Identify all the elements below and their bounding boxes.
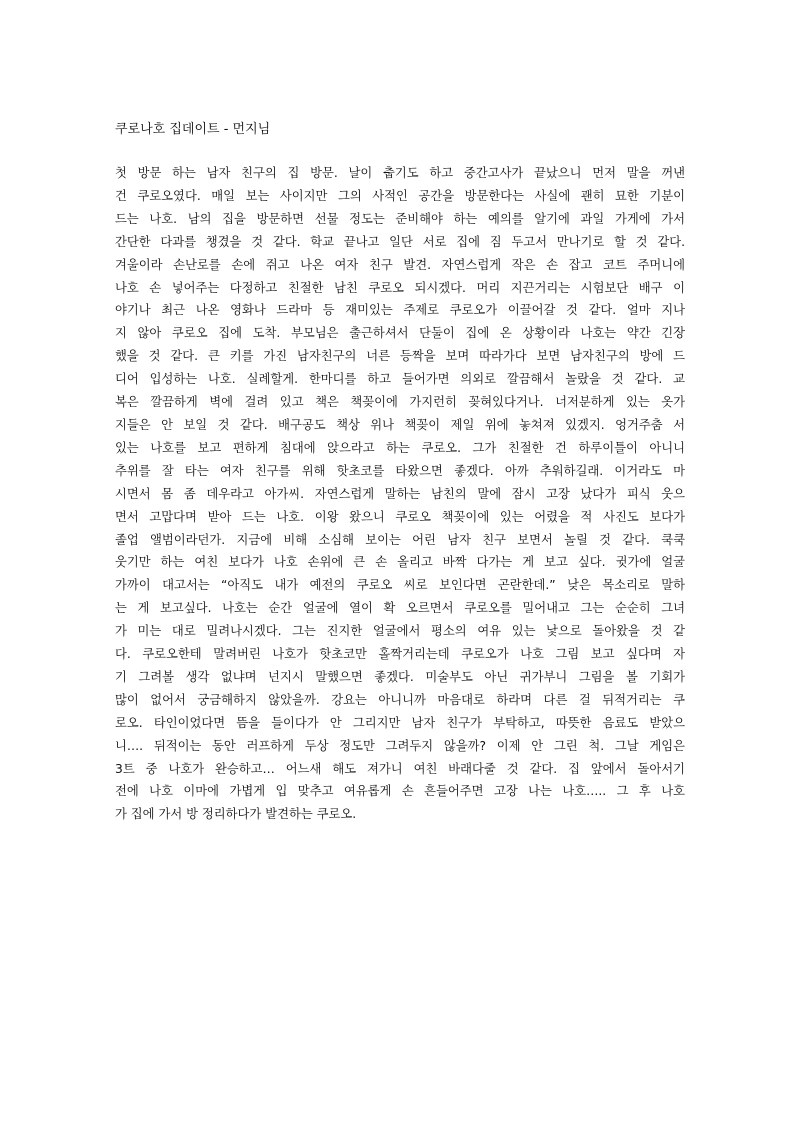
body-line: 추위를 잘 타는 여자 친구를 위해 핫초코를 타왔으면 좋겠다. 아까 추워하길래. 이거라도 마 xyxy=(115,463,685,478)
body-line: 지 않아 쿠로오 집에 도착. 부모님은 출근하셔서 단둘이 집에 온 상황이라 나호는 약간 긴장 xyxy=(115,326,685,341)
body-line: 겨울이라 손난로를 손에 쥐고 나온 여자 친구 발견. 자연스럽게 작은 손 잡고 코트 주머니에 xyxy=(115,257,685,272)
body-line: 가 집에 가서 방 정리하다가 발견하는 쿠로오. xyxy=(115,807,357,822)
body-line: 복은 깔끔하게 벽에 걸려 있고 책은 책꽂이에 가지런히 꽂혀있다거나. 너저분하게 있는 옷가 xyxy=(115,395,685,410)
body-line: 야기나 최근 나온 영화나 드라마 등 재미있는 주제로 쿠로오가 이끌어갈 것 같다. 얼마 지나 xyxy=(115,303,685,318)
body-line: 드는 나호. 남의 집을 방문하면 선물 정도는 준비해야 하는 예의를 알기에 과일 가게에 가서 xyxy=(115,211,685,226)
body-line: 가 미는 대로 밀려나시겠다. 그는 진지한 얼굴에서 평소의 여유 있는 낯으로 돌아왔을 것 같 xyxy=(115,624,685,639)
body-line: 많이 없어서 궁금해하지 않았을까. 강요는 아니니까 마음대로 하라며 다른 걸 뒤적거리는 쿠 xyxy=(115,692,685,707)
body-line: 는 게 보고싶다. 나호는 순간 얼굴에 열이 확 오르면서 쿠로오를 밀어내고 그는 순순히 그녀 xyxy=(115,601,685,616)
body-line: 했을 것 같다. 큰 키를 가진 남자친구의 너른 등짝을 보며 따라가다 보면 남자친구의 방에 드 xyxy=(115,349,685,364)
body-line: 있는 나호를 보고 편하게 침대에 앉으라고 하는 쿠로오. 그가 친절한 건 하루이틀이 아니니 xyxy=(115,440,685,455)
body-line: 웃기만 하는 여친 보다가 나호 손위에 큰 손 올리고 바짝 다가는 게 보고 싶다. 귓가에 얼굴 xyxy=(115,555,685,570)
body-line: 건 쿠로오였다. 매일 보는 사이지만 그의 사적인 공간을 방문한다는 사실에 괜히 묘한 기분이 xyxy=(115,188,685,203)
body-line: 면서 고맙다며 받아 드는 나호. 이왕 왔으니 쿠로오 책꽂이에 있는 어렸을 적 사진도 보다가 xyxy=(115,509,685,524)
document-body xyxy=(115,162,685,826)
body-line: 로오. 타인이었다면 뜸을 들이다가 안 그리지만 남자 친구가 부탁하고, 따뜻한 음료도 받았으 xyxy=(115,715,685,730)
body-line: 3트 중 나호가 완승하고… 어느새 해도 져가니 여친 바래다줄 것 같다. 집 앞에서 돌아서기 xyxy=(115,761,685,776)
document-title: 쿠로나호 집데이트 - 먼지님 xyxy=(115,122,271,137)
document-page xyxy=(115,120,685,826)
body-line: 졸업 앨범이라던가. 지금에 비해 소심해 보이는 어린 남자 친구 보면서 놀릴 것 같다. 쿡쿡 xyxy=(115,532,685,547)
body-line: 나호 손 넣어주는 다정하고 친절한 남친 쿠로오 되시겠다. 머리 지끈거리는 시험보단 배구 이 xyxy=(115,280,685,295)
body-line: 가까이 대고서는 “아직도 내가 예전의 쿠로오 씨로 보인다면 곤란한데.” 낮은 목소리로 말하 xyxy=(115,578,685,593)
body-line: 디어 입성하는 나호. 실례할게. 한마디를 하고 들어가면 의외로 깔끔해서 놀랐을 것 같다. 교 xyxy=(115,372,685,387)
body-line: 전에 나호 이마에 가볍게 입 맞추고 여유롭게 손 흔들어주면 고장 나는 나호….. 그 후 나호 xyxy=(115,784,685,799)
body-line: 간단한 다과를 챙겼을 것 같다. 학교 끝나고 일단 서로 집에 짐 두고서 만나기로 할 것 같다. xyxy=(115,234,685,249)
body-line: 첫 방문 하는 남자 친구의 집 방문. 날이 춥기도 하고 중간고사가 끝났으니 먼저 말을 꺼낸 xyxy=(115,166,685,180)
body-line: 지들은 안 보일 것 같다. 배구공도 책상 위나 책꽂이 제일 위에 놓쳐져 있겠지. 엉거주춤 서 xyxy=(115,417,685,432)
body-line: 니…. 뒤적이는 동안 러프하게 두상 정도만 그려두지 않을까? 이제 안 그린 척. 그날 게임은 xyxy=(115,738,685,753)
body-line: 다. 쿠로오한테 말려버린 나호가 핫초코만 홀짝거리는데 쿠로오가 나호 그림 보고 싶다며 자 xyxy=(115,647,685,662)
body-line: 시면서 몸 좀 데우라고 아가씨. 자연스럽게 말하는 남친의 말에 잠시 고장 났다가 피식 웃으 xyxy=(115,486,685,501)
body-line: 기 그려볼 생각 없냐며 넌지시 말했으면 좋겠다. 미술부도 아닌 귀가부니 그림을 볼 기회가 xyxy=(115,669,685,684)
